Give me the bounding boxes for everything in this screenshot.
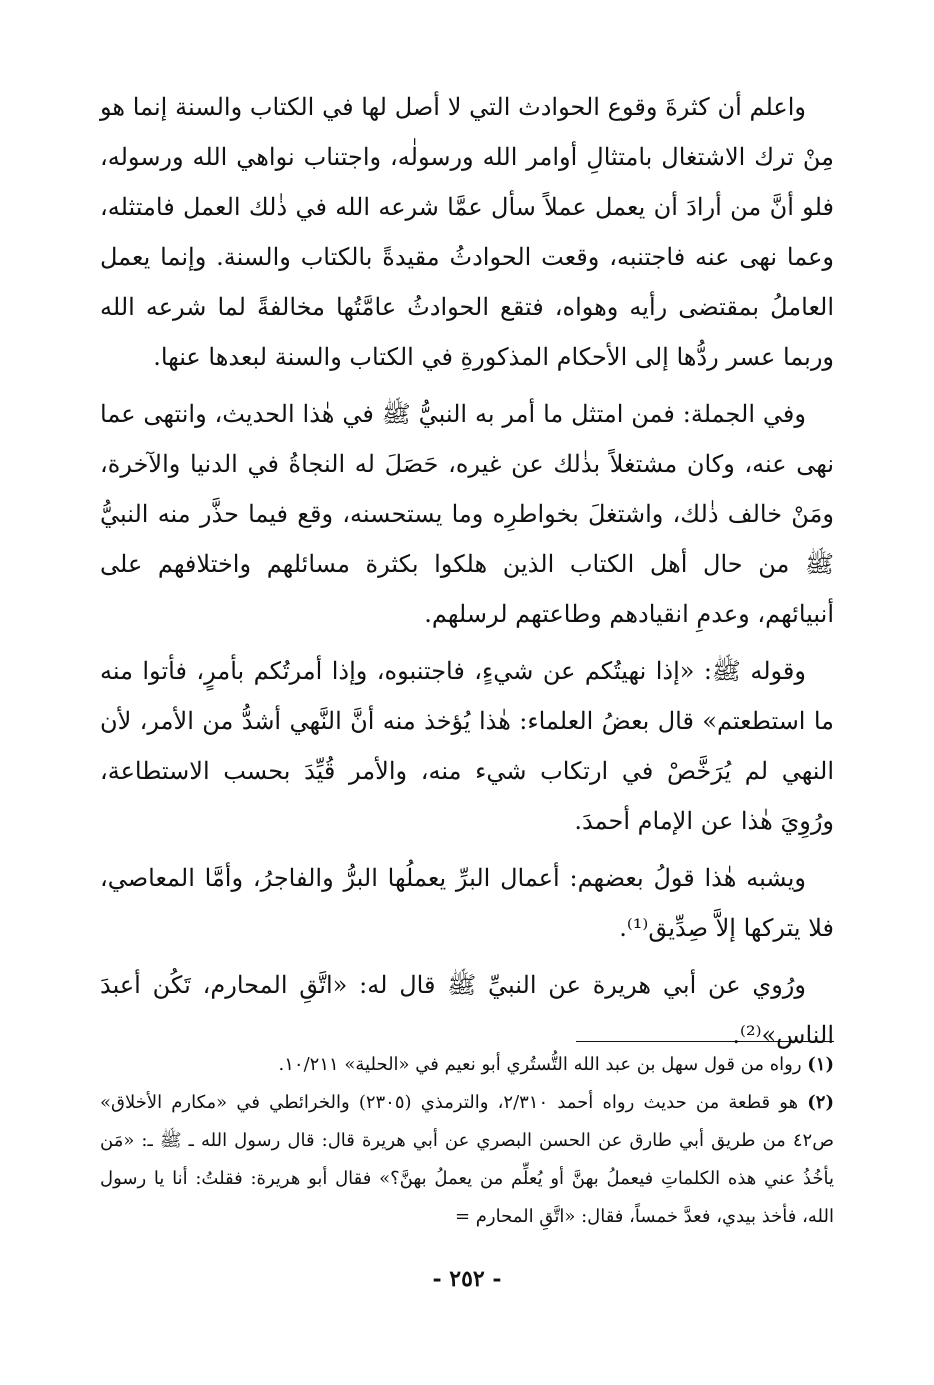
footnote-1-number: (١): [807, 1054, 834, 1075]
main-text: [100, 82, 834, 1067]
footnote-divider: [576, 1041, 834, 1042]
footnote-2-number: (٢): [807, 1092, 834, 1113]
footnote-1-text: رواه من قول سهل بن عبد الله التُّستُري أبو نعيم في «الحلية» ١٠/٢١١.: [278, 1054, 802, 1075]
footnote-1: [100, 1046, 834, 1084]
paragraph-3: وقوله ﷺ: «إذا نهيتُكم عن شيءٍ، فاجتنبوه، وإذا أمرتُكم بأمرٍ، فأتوا منه ما استطعتم» قال بعضُ العلماء: هٰذا يُؤخذ منه أنَّ النَّهي أشدُّ من الأمر، لأن النهي لم يُرَخَّصْ في ارتكاب شيء منه، والأمر قُيِّدَ بحسب الاستطاعة، ورُوِيَ هٰذا عن الإمام أحمدَ.: [100, 657, 834, 835]
paragraph-1: واعلم أن كثرةَ وقوع الحوادث التي لا أصل لها في الكتاب والسنة إنما هو مِنْ ترك الاشتغال بامتثالِ أوامر الله ورسولٰه، واجتناب نواهي الله ورسوله، فلو أنَّ من أرادَ أن يعمل عملاً سأل عمَّا شرعه الله في ذٰلك العمل فامتثله، وعما نهى عنه فاجتنبه، وقعت الحوادثُ مقيدةً بالكتاب والسنة. وإنما يعمل العاملُ بمقتضى رأيه وهواه، فتقع الحوادثُ عامَّتُها مخالفةً لما شرعه الله وربما عسر ردُّها إلى الأحكام المذكورةِ في الكتاب والسنة لبعدها عنها.: [100, 93, 834, 371]
paragraph-4: ويشبه هٰذا قولُ بعضهم: أعمال البرِّ يعملُها البرُّ والفاجرُ، وأمَّا المعاصي، فلا يتركها إلاَّ صِدِّيق⁽¹⁾.: [100, 864, 834, 942]
footnote-2-text: هو قطعة من حديث رواه أحمد ٢/٣١٠، والترمذي (٢٣٠٥) والخرائطي في «مكارم الأخلاق» ص٤٢ من طريق أبي طارق عن الحسن البصري عن أبي هريرة قال: قال رسول الله ـ ﷺ ـ: «مَن يأخُذُ عني هذه الكلماتِ فيعملُ بهنَّ أو يُعلِّم من يعملُ بهنَّ؟» فقال أبو هريرة: فقلتُ: أنا يا رسول الله، فأخذ بيدي، فعدَّ خمساً، فقال: «اتَّقِ المحارم =: [100, 1092, 834, 1227]
footnotes: [100, 1046, 834, 1236]
paragraph-5: ورُوي عن أبي هريرة عن النبيِّ ﷺ قال له: «اتَّقِ المحارم، تَكُن أعبدَ الناس»⁽²⁾.: [100, 971, 834, 1049]
page-number: - ٢٥٢ -: [432, 1266, 502, 1292]
paragraph-2: وفي الجملة: فمن امتثل ما أمر به النبيُّ ﷺ في هٰذا الحديث، وانتهى عما نهى عنه، وكان مشتغلاً بذٰلك عن غيره، حَصَلَ له النجاةُ في الدنيا والآخرة، ومَنْ خالف ذٰلك، واشتغلَ بخواطرِه وما يستحسنه، وقع فيما حذَّر منه النبيُّ ﷺ من حال أهل الكتاب الذين هلكوا بكثرة مسائلهم واختلافهم على أنبيائهم، وعدمِ انقيادهم وطاعتهم لرسلهم.: [100, 400, 834, 628]
footnote-2: [100, 1084, 834, 1236]
